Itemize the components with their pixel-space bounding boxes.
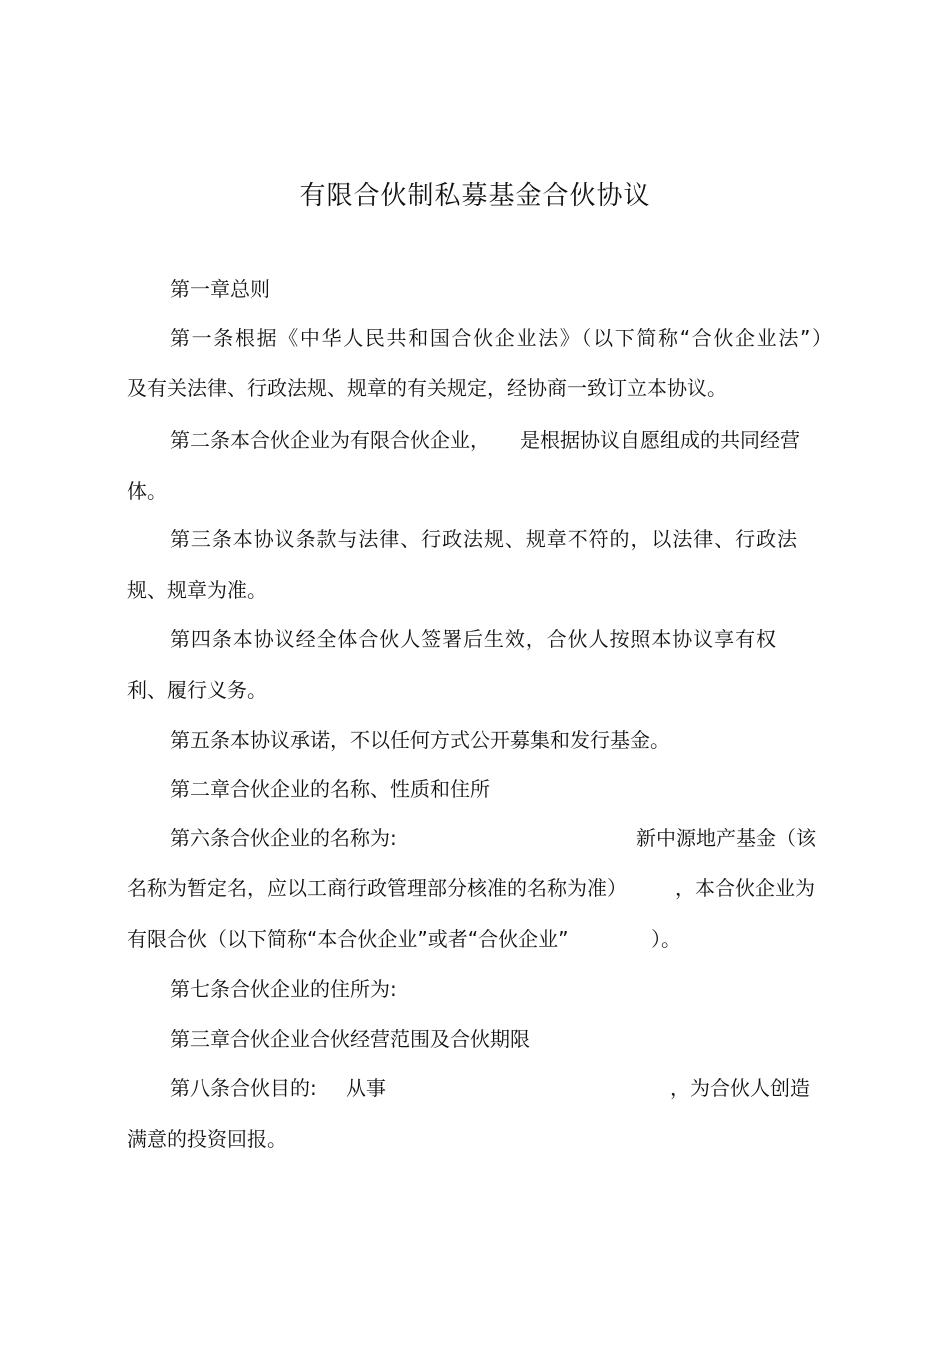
article-8-label: 第八条合伙目的: <box>170 1076 317 1100</box>
article-2-part-2: 是根据协议自愿组成的共同经营 <box>520 428 800 452</box>
article-3-line-1: 第三条本协议条款与法律、行政法规、规章不符的，以法律、行政法 <box>170 527 797 551</box>
article-1-line-1: 第一条根据《中华人民共和国合伙企业法》（以下简称“合伙企业法”） <box>170 326 832 350</box>
article-6-line-2 <box>127 874 827 902</box>
article-6-label: 第六条合伙企业的名称为: <box>170 826 397 850</box>
article-4-line-2: 利、履行义务。 <box>127 678 267 702</box>
article-8-engage: 从事 <box>346 1076 386 1100</box>
article-6-line-2-part-2: ，本合伙企业为 <box>675 876 815 900</box>
article-6-line-1 <box>170 824 832 852</box>
article-8-line-1 <box>170 1074 830 1102</box>
document-title: 有限合伙制私募基金合伙协议 <box>299 181 651 211</box>
article-5: 第五条本协议承诺，不以任何方式公开募集和发行基金。 <box>170 728 670 752</box>
chapter-2-heading: 第二章合伙企业的名称、性质和住所 <box>170 777 490 801</box>
article-8-purpose: ，为合伙人创造 <box>670 1076 810 1100</box>
chapter-3-heading: 第三章合伙企业合伙经营范围及合伙期限 <box>170 1027 530 1051</box>
article-3-line-2: 规、规章为准。 <box>127 578 267 602</box>
article-2-line-2: 体。 <box>127 479 167 503</box>
article-8-line-2: 满意的投资回报。 <box>127 1127 287 1151</box>
article-1-line-2: 及有关法律、行政法规、规章的有关规定，经协商一致订立本协议。 <box>127 376 727 400</box>
article-6-line-3 <box>127 925 687 953</box>
article-2-part-1: 第二条本合伙企业为有限合伙企业， <box>170 428 490 452</box>
article-4-line-1: 第四条本协议经全体合伙人签署后生效，合伙人按照本协议享有权 <box>170 627 776 651</box>
article-6-line-3-part-1: 有限合伙（以下简称“本合伙企业”或者“合伙企业” <box>127 927 569 951</box>
article-6-line-3-part-2: ）。 <box>651 927 681 951</box>
chapter-1-heading: 第一章总则 <box>170 277 270 301</box>
article-7: 第七条合伙企业的住所为: <box>170 977 397 1001</box>
article-6-line-2-part-1: 名称为暂定名，应以工商行政管理部分核准的名称为准） <box>127 876 627 900</box>
article-2-line-1 <box>170 426 820 454</box>
fund-name: 新中源地产基金（该 <box>636 826 816 850</box>
